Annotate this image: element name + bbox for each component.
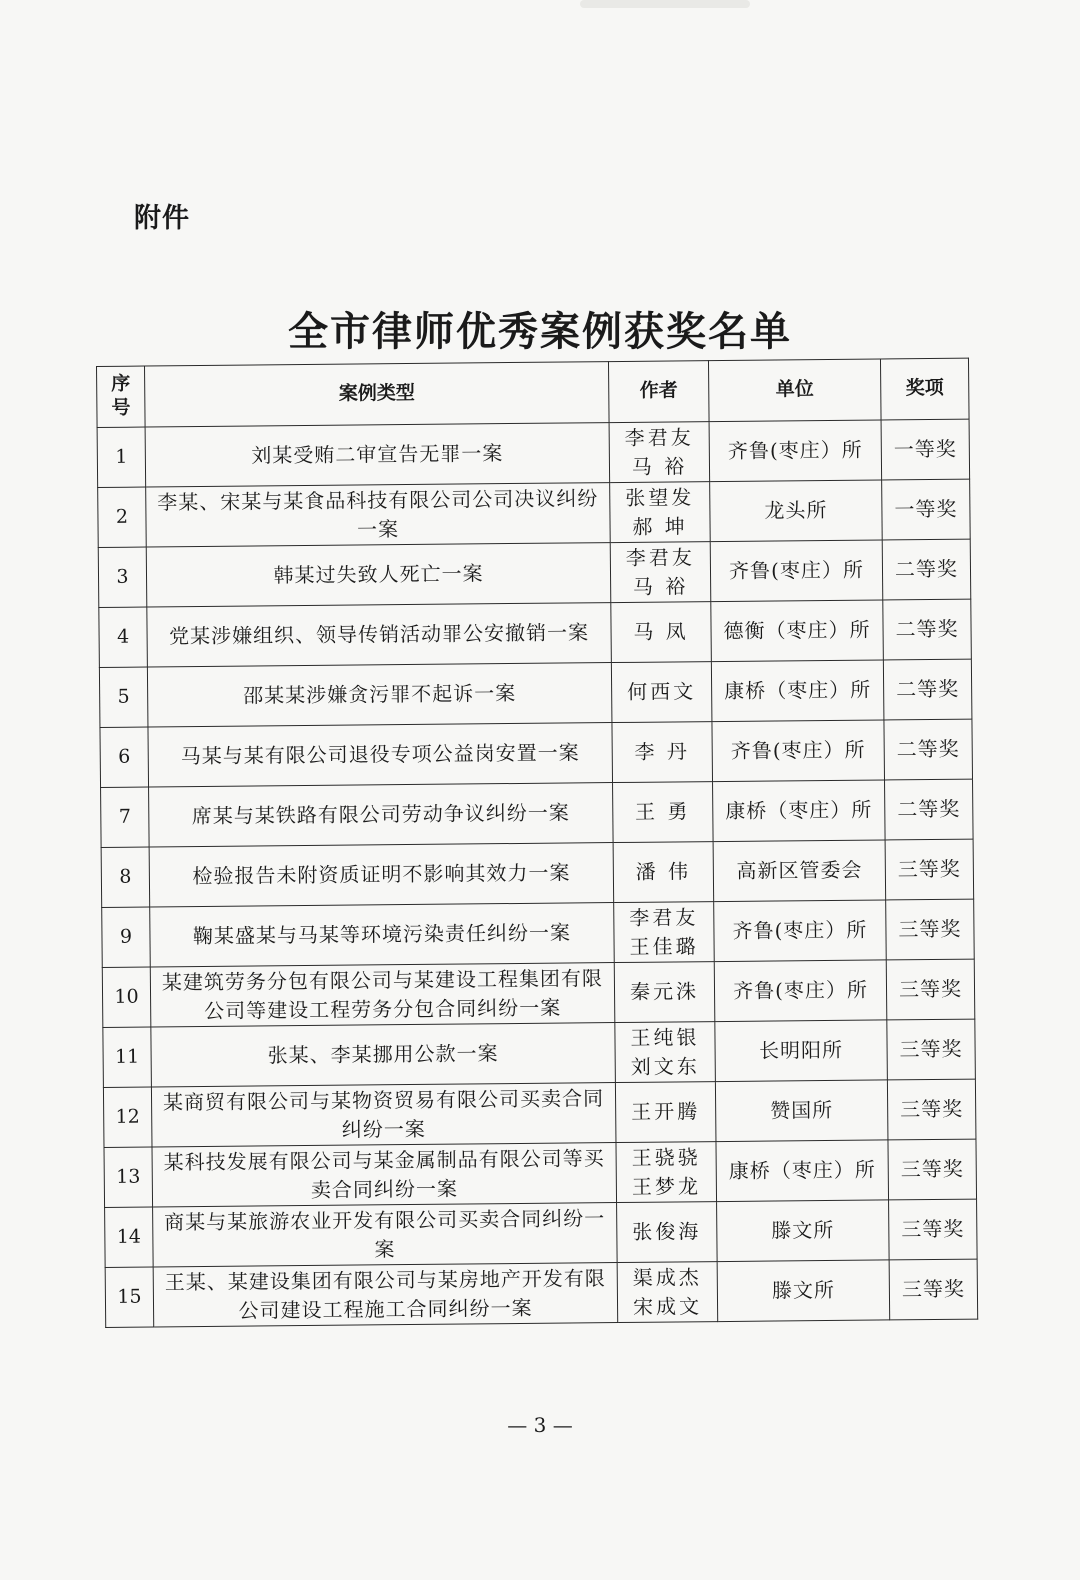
case-cell: 马某与某有限公司退役专项公益岗安置一案 <box>148 723 613 787</box>
unit-cell: 齐鲁(枣庄）所 <box>714 900 887 962</box>
unit-cell: 长明阳所 <box>715 1020 888 1082</box>
table-row <box>100 719 973 787</box>
unit-cell: 康桥（枣庄）所 <box>716 1140 889 1202</box>
award-cell: 三等奖 <box>887 1019 976 1080</box>
case-cell: 某建筑劳务分包有限公司与某建设工程集团有限公司等建设工程劳务分包合同纠纷一案 <box>150 963 615 1027</box>
seq-cell: 8 <box>101 847 150 907</box>
author-cell <box>614 962 715 1023</box>
attachment-label: 附件 <box>134 203 190 234</box>
author-name: 刘文东 <box>630 1053 700 1079</box>
case-cell: 检验报告未附资质证明不影响其效力一案 <box>149 843 614 907</box>
case-cell: 某商贸有限公司与某物资贸易有限公司买卖合同纠纷一案 <box>151 1083 616 1147</box>
case-cell: 李某、宋某与某食品科技有限公司公司决议纠纷一案 <box>146 483 611 547</box>
awards-table <box>96 358 978 1328</box>
header-seq <box>97 366 146 427</box>
author-name: 马 凤 <box>633 619 689 644</box>
author-cell <box>613 782 714 843</box>
author-cell <box>616 1142 717 1203</box>
table-row <box>104 1139 977 1207</box>
header-case-type: 案例类型 <box>145 362 610 427</box>
unit-cell: 康桥（枣庄）所 <box>713 780 886 842</box>
case-cell: 某科技发展有限公司与某金属制品有限公司等买卖合同纠纷一案 <box>152 1143 617 1207</box>
seq-cell: 11 <box>103 1027 152 1087</box>
unit-cell: 齐鲁(枣庄）所 <box>710 540 883 602</box>
table-row <box>99 599 972 667</box>
table-row <box>98 479 971 547</box>
table-row <box>102 899 975 967</box>
header-award: 奖项 <box>880 358 969 420</box>
author-name: 渠成杰 <box>632 1264 702 1290</box>
author-name: 王骁骁 <box>631 1144 701 1170</box>
seq-cell: 7 <box>101 787 150 847</box>
unit-cell: 赞国所 <box>715 1080 888 1142</box>
unit-cell: 齐鲁(枣庄）所 <box>712 720 885 782</box>
author-name: 王 勇 <box>635 799 691 824</box>
author-name: 宋成文 <box>632 1293 703 1319</box>
case-cell: 韩某过失致人死亡一案 <box>146 543 611 607</box>
seq-cell: 14 <box>105 1207 154 1267</box>
author-name: 张望发 <box>625 484 695 510</box>
author-name: 秦元洙 <box>629 979 700 1004</box>
author-cell <box>611 602 712 663</box>
scan-artifact <box>580 0 750 8</box>
unit-cell: 龙头所 <box>710 480 883 542</box>
page-title: 全市律师优秀案例获奖名单 <box>288 309 792 355</box>
award-cell: 二等奖 <box>882 539 971 600</box>
seq-cell: 2 <box>98 487 147 547</box>
award-cell: 三等奖 <box>885 839 974 900</box>
table-row <box>101 839 974 907</box>
unit-cell: 德衡（枣庄）所 <box>711 600 884 662</box>
table-body <box>97 419 978 1327</box>
author-name: 王梦龙 <box>631 1173 702 1199</box>
header-unit: 单位 <box>708 359 881 422</box>
award-cell: 三等奖 <box>889 1259 978 1320</box>
author-name: 王开腾 <box>631 1099 701 1124</box>
author-cell <box>614 902 715 963</box>
unit-cell: 康桥（枣庄）所 <box>711 660 884 722</box>
award-cell: 三等奖 <box>886 899 975 960</box>
award-cell: 一等奖 <box>881 419 970 480</box>
unit-cell: 齐鲁(枣庄）所 <box>709 420 882 482</box>
seq-cell: 15 <box>105 1267 154 1327</box>
author-cell <box>613 842 714 903</box>
seq-cell: 10 <box>102 967 151 1027</box>
award-cell: 二等奖 <box>883 599 972 660</box>
seq-cell: 12 <box>103 1087 152 1147</box>
case-cell: 王某、某建设集团有限公司与某房地产开发有限公司建设工程施工合同纠纷一案 <box>153 1263 618 1327</box>
table-row <box>99 659 972 727</box>
award-cell: 三等奖 <box>888 1139 977 1200</box>
unit-cell: 滕文所 <box>717 1200 890 1262</box>
author-cell <box>610 482 711 543</box>
table-row <box>98 539 971 607</box>
author-name: 马 裕 <box>632 573 689 599</box>
unit-cell: 滕文所 <box>717 1260 890 1322</box>
case-cell: 席某与某铁路有限公司劳动争议纠纷一案 <box>149 783 614 847</box>
author-name: 何西文 <box>627 679 697 704</box>
award-cell: 三等奖 <box>887 1079 976 1140</box>
author-name: 张俊海 <box>632 1219 702 1244</box>
table-row <box>101 779 974 847</box>
author-cell <box>615 1022 716 1083</box>
seq-cell: 6 <box>100 727 149 787</box>
case-cell: 党某涉嫌组织、领导传销活动罪公安撤销一案 <box>147 603 612 667</box>
case-cell: 邵某某涉嫌贪污罪不起诉一案 <box>147 663 612 727</box>
author-cell <box>617 1262 718 1323</box>
case-cell: 刘某受贿二审宣告无罪一案 <box>145 423 610 487</box>
award-cell: 三等奖 <box>889 1199 978 1260</box>
award-cell: 二等奖 <box>885 779 974 840</box>
table-row <box>97 419 970 487</box>
header-author: 作者 <box>608 361 709 423</box>
page-number: — 3 — <box>507 1413 573 1437</box>
author-cell <box>611 662 712 723</box>
author-name: 李君友 <box>624 424 694 450</box>
author-name: 郝 坤 <box>632 513 688 539</box>
author-name: 王纯银 <box>630 1024 700 1050</box>
case-cell: 鞠某盛某与马某等环境污染责任纠纷一案 <box>150 903 615 967</box>
author-cell <box>612 722 713 783</box>
author-name: 马 裕 <box>631 453 688 479</box>
table-row <box>105 1199 978 1267</box>
table-row <box>103 1019 976 1087</box>
author-name: 王佳璐 <box>629 933 699 959</box>
unit-cell: 齐鲁(枣庄）所 <box>714 960 887 1022</box>
author-cell <box>610 542 711 603</box>
seq-cell: 3 <box>98 547 147 607</box>
author-name: 李君友 <box>625 544 695 570</box>
seq-cell: 13 <box>104 1147 153 1207</box>
seq-cell: 4 <box>99 607 148 667</box>
case-cell: 商某与某旅游农业开发有限公司买卖合同纠纷一案 <box>153 1203 618 1267</box>
award-cell: 二等奖 <box>883 659 972 720</box>
author-name: 李 丹 <box>634 739 691 764</box>
award-cell: 一等奖 <box>882 479 971 540</box>
award-cell: 三等奖 <box>886 959 975 1020</box>
seq-cell: 1 <box>97 427 146 487</box>
table-row <box>103 1079 976 1147</box>
author-cell <box>617 1202 718 1263</box>
header-seq-text: 序 号 <box>111 372 131 419</box>
case-cell: 张某、李某挪用公款一案 <box>151 1023 616 1087</box>
awards-table-container <box>96 358 978 1328</box>
unit-cell: 高新区管委会 <box>713 840 886 902</box>
award-cell: 二等奖 <box>884 719 973 780</box>
author-cell <box>615 1082 716 1143</box>
table-header-row <box>97 358 970 427</box>
table-row <box>105 1259 978 1327</box>
seq-cell: 9 <box>102 907 151 967</box>
author-name: 李君友 <box>629 904 699 930</box>
author-name: 潘 伟 <box>635 859 692 884</box>
author-cell <box>609 422 710 483</box>
seq-cell: 5 <box>99 667 148 727</box>
table-row <box>102 959 975 1027</box>
